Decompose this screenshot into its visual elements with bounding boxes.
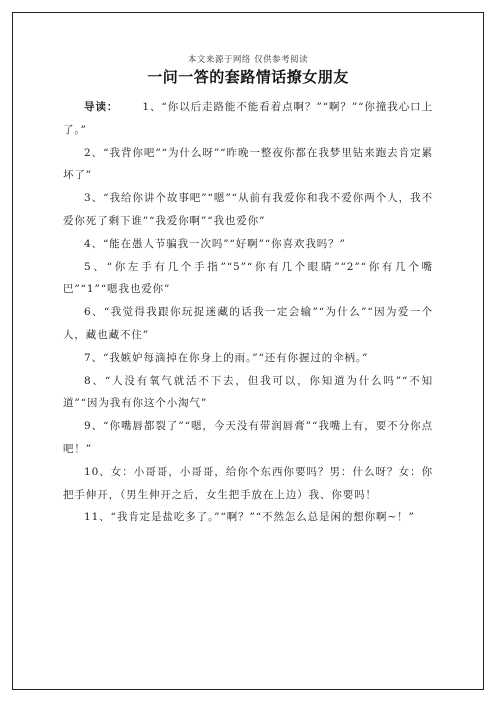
document-title: 一问一答的套路情话撩女朋友 [147,68,349,86]
paragraph-1-text: 1、“你以后走路能不能看着点啊？”“啊？”“你撞我心口上了。” [63,101,433,136]
paragraph-4: 4、“能在愚人节骗我一次吗”“好啊”“你喜欢我吗？” [84,237,346,250]
paragraph-2: 2、“我背你吧”“为什么呀”“昨晚一整夜你都在我梦里钻来跑去肯定累坏了” [63,146,433,182]
article-body [63,96,433,529]
paragraph-11: 11、“我肯定是盐吃多了。”“啊？”“不然怎么总是闲的想你啊~！” [84,511,415,524]
paragraph-6: 6、“我觉得我跟你玩捉迷藏的话我一定会输”“为什么”“因为爱一个人，藏也藏不住” [63,306,433,341]
paragraph-10: 10、女：小哥哥，小哥哥，给你个东西你要吗？男：什么呀？女：你把手伸开，（男生伸开之后，女生把手放在上边）我、你要吗！ [63,465,433,501]
paragraph-8: 8、“人没有氧气就活不下去，但我可以，你知道为什么吗”“不知道”“因为我有你这个小淘气” [63,374,433,410]
intro-label: 导读： [84,101,119,113]
paragraph-3: 3、“我给你讲个故事吧”“嗯”“从前有我爱你和我不爱你两个人，我不爱你死了剩下谁”“我爱你啊”“我也爱你” [63,192,433,227]
paragraph-9: 9、“你嘴唇都裂了”“嗯，今天没有带润唇膏”“我嘴上有，要不分你点吧！” [63,420,433,455]
paragraph-1 [63,96,433,142]
source-note: 本文来源于网络 仅供参考阅读 [187,55,309,65]
paragraph-7: 7、“我嫉妒每滴掉在你身上的雨。”“还有你握过的伞柄。” [84,351,369,364]
paragraph-5: 5、“你左手有几个手指”“5”“你有几个眼睛”“2”“你有几个嘴巴”“1”“嗯我也爱你” [63,260,433,296]
